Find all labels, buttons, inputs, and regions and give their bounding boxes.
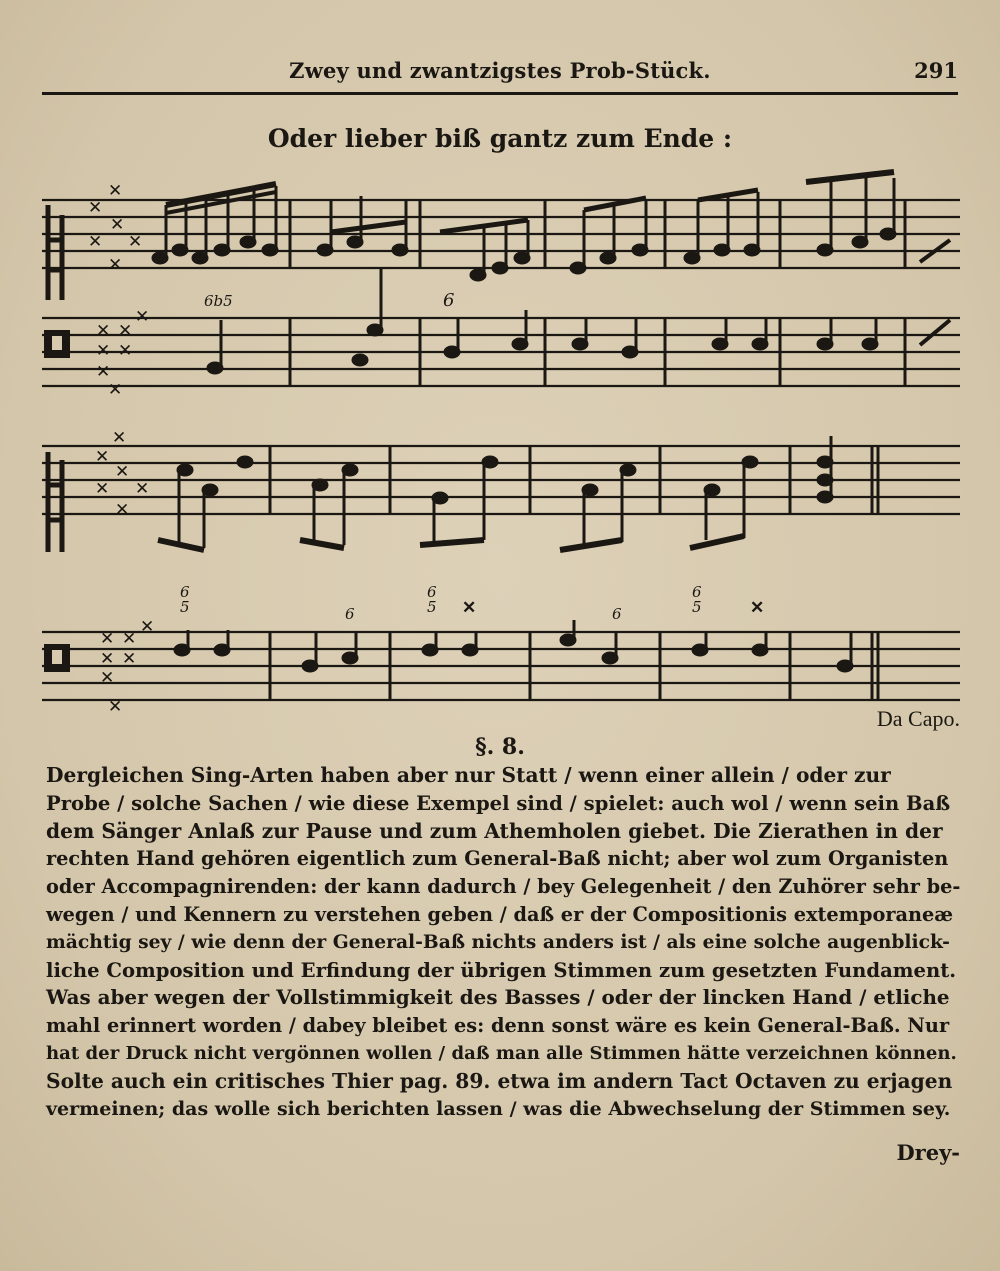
svg-text:✕: ✕ bbox=[96, 362, 111, 382]
svg-text:✕: ✕ bbox=[108, 380, 123, 400]
running-title: Zwey und zwantzigstes Prob-Stück. bbox=[289, 58, 711, 83]
notes-system-1-bass bbox=[208, 268, 950, 373]
svg-text:✕: ✕ bbox=[100, 649, 115, 669]
notes-system-2-treble bbox=[158, 436, 832, 550]
svg-text:✕: ✕ bbox=[88, 232, 103, 252]
svg-text:✕: ✕ bbox=[135, 307, 150, 327]
notes-system-2-bass bbox=[175, 620, 852, 671]
figure-2-3: 6 5 bbox=[427, 583, 437, 616]
treble-clef-2 bbox=[48, 452, 62, 552]
svg-text:✕: ✕ bbox=[115, 500, 130, 520]
figure-2-2: 6 bbox=[345, 605, 355, 623]
svg-text:✕: ✕ bbox=[95, 479, 110, 499]
svg-text:✕: ✕ bbox=[95, 447, 110, 467]
svg-text:✕: ✕ bbox=[140, 617, 155, 637]
svg-text:✕: ✕ bbox=[96, 341, 111, 361]
figure-1-1: 6b5 bbox=[204, 292, 233, 310]
svg-text:✕: ✕ bbox=[118, 321, 133, 341]
text-line: hat der Druck nicht vergönnen wollen / daß man alle Stimmen hätte verzeichnen können. bbox=[46, 1042, 957, 1064]
barlines bbox=[270, 200, 905, 700]
svg-text:✕: ✕ bbox=[108, 181, 123, 201]
body-paragraph bbox=[46, 762, 962, 1123]
text-line: Solte auch ein critisches Thier pag. 89. etwa im andern Tact Octaven zu erjagen bbox=[46, 1068, 953, 1093]
svg-text:✕: ✕ bbox=[110, 215, 125, 235]
svg-text:✕: ✕ bbox=[108, 697, 123, 717]
key-signature bbox=[88, 181, 154, 717]
section-number: §. 8. bbox=[475, 734, 525, 760]
svg-text:✕: ✕ bbox=[88, 198, 103, 218]
bass-clef-1 bbox=[44, 330, 70, 358]
svg-text:✕: ✕ bbox=[100, 629, 115, 649]
svg-text:✕: ✕ bbox=[115, 462, 130, 482]
svg-text:✕: ✕ bbox=[112, 428, 127, 448]
figure-1-2: 6 bbox=[443, 290, 455, 311]
svg-text:✕: ✕ bbox=[100, 668, 115, 688]
da-capo-marking: Da Capo. bbox=[876, 706, 960, 731]
staff-system-2-bass bbox=[42, 632, 960, 700]
text-line: dem Sänger Anlaß zur Pause und zum Athemholen giebet. Die Zierathen in der bbox=[46, 818, 943, 843]
svg-text:✕: ✕ bbox=[128, 232, 143, 252]
text-line: mahl erinnert worden / dabey bleibet es: denn sonst wäre es kein General-Baß. Nur bbox=[46, 1014, 950, 1038]
text-line: Was aber wegen der Vollstimmigkeit des Basses / oder der lincken Hand / etliche bbox=[46, 985, 950, 1010]
treble-clef-1 bbox=[48, 205, 62, 300]
text-line: Probe / solche Sachen / wie diese Exempel sind / spielet: auch wol / wenn sein Baß bbox=[46, 791, 951, 815]
staff-system-1-bass bbox=[42, 318, 960, 386]
notes-system-1-treble bbox=[153, 172, 950, 280]
figure-2-1: 6 5 bbox=[180, 583, 190, 616]
figure-2-7: ✕ bbox=[750, 598, 765, 618]
text-line: oder Accompagnirenden: der kann dadurch / bey Gelegenheit / den Zuhörer sehr be- bbox=[46, 875, 961, 899]
text-line: mächtig sey / wie denn der General-Baß nichts anders ist / als eine solche augenblick- bbox=[46, 930, 950, 953]
text-line: rechten Hand gehören eigentlich zum General-Baß nicht; aber wol zum Organisten bbox=[46, 847, 949, 871]
svg-text:✕: ✕ bbox=[108, 255, 123, 275]
bass-clef-2 bbox=[44, 644, 70, 672]
svg-text:✕: ✕ bbox=[122, 649, 137, 669]
section-caption: Oder lieber biß gantz zum Ende : bbox=[267, 124, 733, 153]
svg-text:✕: ✕ bbox=[122, 629, 137, 649]
svg-text:✕: ✕ bbox=[96, 321, 111, 341]
figure-2-4: ✕ bbox=[462, 598, 477, 618]
text-line: Dergleichen Sing-Arten haben aber nur Statt / wenn einer allein / oder zur bbox=[46, 763, 891, 787]
figure-2-5: 6 bbox=[612, 605, 622, 623]
svg-text:✕: ✕ bbox=[135, 479, 150, 499]
svg-text:✕: ✕ bbox=[118, 341, 133, 361]
text-line: wegen / und Kennern zu verstehen geben / daß er der Compositionis extemporaneæ bbox=[46, 902, 954, 926]
text-line: liche Composition und Erfindung der übrigen Stimmen zum gesetzten Fundament. bbox=[46, 958, 957, 982]
text-line: vermeinen; das wolle sich berichten lassen / was die Abwechselung der Stimmen sey. bbox=[46, 1097, 951, 1120]
catchword: Drey- bbox=[896, 1140, 960, 1165]
figure-2-6: 6 5 bbox=[692, 583, 702, 616]
page-number: 291 bbox=[914, 58, 958, 83]
